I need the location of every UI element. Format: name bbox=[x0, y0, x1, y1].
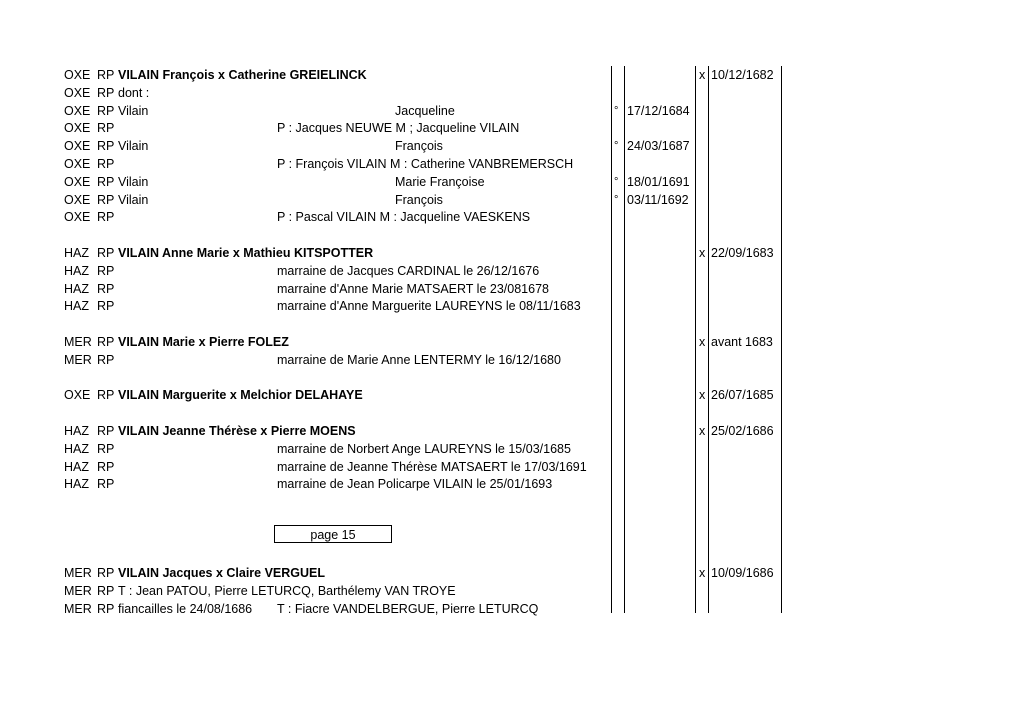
annotation: marraine de Jeanne Thérèse MATSAERT le 17/03/1691 bbox=[277, 459, 587, 474]
birth-marker: ° bbox=[614, 175, 619, 188]
person-name: T : Jean PATOU, Pierre LETURCQ, Barthélemy VAN TROYE bbox=[118, 584, 456, 599]
register-code: RP bbox=[97, 174, 115, 189]
annotation: P : Pascal VILAIN M : Jacqueline VAESKENS bbox=[277, 210, 531, 225]
table-row bbox=[0, 244, 1024, 262]
register-code: RP bbox=[97, 157, 115, 171]
register-code: RP bbox=[97, 192, 115, 207]
marriage-date: 26/07/1685 bbox=[711, 388, 774, 403]
register-code: RP bbox=[97, 441, 115, 456]
location: HAZ bbox=[64, 424, 89, 438]
location: HAZ bbox=[64, 477, 89, 492]
person-name: VILAIN François x Catherine GREIELINCK bbox=[118, 68, 367, 82]
location: MER bbox=[64, 566, 92, 581]
register-code: RP bbox=[97, 85, 115, 100]
person-name: VILAIN Jacques x Claire VERGUEL bbox=[118, 566, 326, 581]
location: OXE bbox=[64, 388, 91, 403]
table-row bbox=[0, 208, 1024, 226]
table-row bbox=[0, 119, 1024, 137]
location: OXE bbox=[64, 68, 91, 82]
annotation: marraine d'Anne Marie MATSAERT le 23/081678 bbox=[277, 281, 549, 296]
marriage-marker: x bbox=[699, 424, 706, 438]
register-code: RP bbox=[97, 299, 115, 314]
annotation: marraine de Marie Anne LENTERMY le 16/12/1680 bbox=[277, 352, 561, 367]
person-name: Vilain bbox=[118, 139, 149, 154]
register-code: RP bbox=[97, 68, 115, 82]
register-code: RP bbox=[97, 103, 115, 118]
table-row bbox=[0, 102, 1024, 120]
person-name: VILAIN Jeanne Thérèse x Pierre MOENS bbox=[118, 424, 356, 438]
marriage-date: 25/02/1686 bbox=[711, 424, 774, 438]
table-row bbox=[0, 66, 1024, 84]
marriage-marker: x bbox=[699, 335, 706, 349]
person-name: dont : bbox=[118, 85, 150, 100]
table-row bbox=[0, 493, 1024, 511]
marriage-marker: x bbox=[699, 68, 706, 82]
person-name: Vilain bbox=[118, 103, 149, 118]
register-code: RP bbox=[97, 139, 115, 154]
table-row bbox=[0, 191, 1024, 209]
location: HAZ bbox=[64, 441, 89, 456]
table-row bbox=[0, 297, 1024, 315]
location: OXE bbox=[64, 157, 91, 171]
register-code: RP bbox=[97, 566, 115, 581]
marriage-date: 10/09/1686 bbox=[711, 566, 774, 581]
location: OXE bbox=[64, 121, 91, 136]
first-name: Marie Françoise bbox=[395, 174, 485, 189]
register-code: RP bbox=[97, 477, 115, 492]
annotation: P : Jacques NEUWE M ; Jacqueline VILAIN bbox=[277, 121, 520, 136]
table-row bbox=[0, 262, 1024, 280]
location: MER bbox=[64, 335, 92, 349]
location: MER bbox=[64, 584, 92, 599]
table-row bbox=[0, 564, 1024, 582]
table-row bbox=[0, 458, 1024, 476]
register-code: RP bbox=[97, 246, 115, 260]
annotation: marraine d'Anne Marguerite LAUREYNS le 08/11/1683 bbox=[277, 299, 581, 314]
table-row bbox=[0, 404, 1024, 422]
table-row bbox=[0, 155, 1024, 173]
table-row bbox=[0, 547, 1024, 565]
page-number-box bbox=[274, 525, 392, 543]
birth-marker: ° bbox=[614, 140, 619, 153]
table-row bbox=[0, 173, 1024, 191]
first-name: François bbox=[395, 192, 443, 207]
annotation: T : Fiacre VANDELBERGUE, Pierre LETURCQ bbox=[277, 602, 539, 616]
annotation: P : François VILAIN M : Catherine VANBREMERSCH bbox=[277, 157, 574, 171]
person-name: Vilain bbox=[118, 174, 149, 189]
table-row bbox=[0, 422, 1024, 440]
annotation: marraine de Jacques CARDINAL le 26/12/1676 bbox=[277, 263, 540, 278]
table-row bbox=[0, 333, 1024, 351]
marriage-date: 22/09/1683 bbox=[711, 246, 774, 260]
location: OXE bbox=[64, 85, 91, 100]
birth-marker: ° bbox=[614, 193, 619, 206]
table-row bbox=[0, 137, 1024, 155]
table-row bbox=[0, 315, 1024, 333]
register-code: RP bbox=[97, 210, 115, 225]
birth-marker: ° bbox=[614, 104, 619, 117]
location: HAZ bbox=[64, 299, 89, 314]
location: MER bbox=[64, 602, 92, 616]
first-name: François bbox=[395, 139, 443, 154]
location: OXE bbox=[64, 103, 91, 118]
person-name: VILAIN Marguerite x Melchior DELAHAYE bbox=[118, 388, 363, 403]
location: HAZ bbox=[64, 459, 89, 474]
location: OXE bbox=[64, 210, 91, 225]
table-row bbox=[0, 386, 1024, 404]
register-code: RP bbox=[97, 263, 115, 278]
table-row bbox=[0, 369, 1024, 387]
marriage-date: avant 1683 bbox=[711, 335, 773, 349]
register-code: RP bbox=[97, 584, 115, 599]
location: HAZ bbox=[64, 263, 89, 278]
location: HAZ bbox=[64, 246, 89, 260]
register-code: RP bbox=[97, 281, 115, 296]
person-name: Vilain bbox=[118, 192, 149, 207]
register-code: RP bbox=[97, 459, 115, 474]
marriage-marker: x bbox=[699, 246, 706, 260]
table-row bbox=[0, 351, 1024, 369]
birth-date: 03/11/1692 bbox=[627, 192, 689, 207]
marriage-date: 10/12/1682 bbox=[711, 68, 774, 82]
location: MER bbox=[64, 352, 92, 367]
table-row bbox=[0, 600, 1024, 618]
register-code: RP bbox=[97, 602, 115, 616]
birth-date: 24/03/1687 bbox=[627, 139, 690, 154]
table-row bbox=[0, 511, 1024, 529]
location: OXE bbox=[64, 192, 91, 207]
marriage-marker: x bbox=[699, 566, 706, 581]
location: OXE bbox=[64, 139, 91, 154]
register-code: RP bbox=[97, 352, 115, 367]
annotation: marraine de Jean Policarpe VILAIN le 25/01/1693 bbox=[277, 477, 553, 492]
marriage-marker: x bbox=[699, 388, 706, 403]
first-name: Jacqueline bbox=[395, 103, 455, 118]
person-name: VILAIN Anne Marie x Mathieu KITSPOTTER bbox=[118, 246, 374, 260]
page-number: page 15 bbox=[310, 528, 356, 542]
person-name: fiancailles le 24/08/1686 bbox=[118, 602, 253, 616]
table-row bbox=[0, 440, 1024, 458]
register-code: RP bbox=[97, 121, 115, 136]
location: HAZ bbox=[64, 281, 89, 296]
location: OXE bbox=[64, 174, 91, 189]
table-row bbox=[0, 582, 1024, 600]
register-code: RP bbox=[97, 424, 115, 438]
person-name: VILAIN Marie x Pierre FOLEZ bbox=[118, 335, 289, 349]
register-code: RP bbox=[97, 335, 115, 349]
table-row bbox=[0, 84, 1024, 102]
table-row bbox=[0, 280, 1024, 298]
table-row bbox=[0, 529, 1024, 547]
annotation: marraine de Norbert Ange LAUREYNS le 15/03/1685 bbox=[277, 441, 571, 456]
birth-date: 17/12/1684 bbox=[627, 103, 690, 118]
birth-date: 18/01/1691 bbox=[627, 174, 690, 189]
table-row bbox=[0, 475, 1024, 493]
register-code: RP bbox=[97, 388, 115, 403]
table-row bbox=[0, 226, 1024, 244]
